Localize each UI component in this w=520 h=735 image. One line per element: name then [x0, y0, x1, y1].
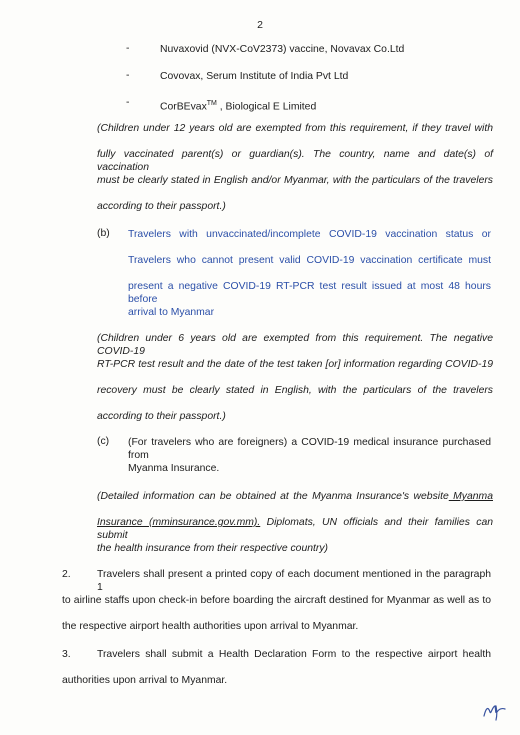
item-c-line: (For travelers who are foreigners) a COVID-19 medical insurance purchased from — [128, 437, 491, 461]
note-text: (Detailed information can be obtained at the Myanma Insurance's website — [97, 491, 449, 502]
paragraph-line: authorities upon arrival to Myanmar. — [62, 675, 228, 686]
list-bullet: - — [126, 97, 130, 108]
vaccine-item — [160, 97, 316, 113]
page-number: 2 — [257, 19, 263, 31]
paragraph-line: Travelers shall submit a Health Declaration Form to the respective airport health — [97, 649, 491, 660]
note-line: (Children under 6 years old are exempted from this requirement. The negative COVID-19 — [97, 333, 493, 357]
item-b-line: arrival to Myanmar — [128, 307, 215, 318]
item-label: (c) — [97, 436, 110, 447]
paragraph-number: 3. — [62, 649, 71, 660]
paragraph-line: the respective airport health authorities upon arrival to Myanmar. — [62, 621, 359, 632]
note-line: the health insurance from their respective country) — [97, 543, 329, 554]
signature-icon — [482, 700, 508, 722]
note-line — [97, 490, 493, 503]
trademark-mark: TM — [206, 100, 217, 107]
note-line: according to their passport.) — [97, 411, 226, 422]
insurance-link[interactable]: Insurance (mminsurance.gov.mm). — [97, 517, 261, 528]
item-b-line: present a negative COVID-19 RT-PCR test result issued at most 48 hours before — [128, 281, 491, 305]
list-bullet: - — [126, 70, 130, 81]
note-line: must be clearly stated in English and/or Myanmar, with the particulars of the travelers — [97, 175, 493, 186]
paragraph-line: to airline staffs upon check-in before boarding the aircraft destined for Myanmar as well as to — [62, 595, 491, 606]
insurance-link[interactable]: Myanma — [448, 491, 493, 502]
item-c-line: Myanma Insurance. — [128, 463, 220, 474]
paragraph-line: Travelers shall present a printed copy of each document mentioned in the paragraph 1 — [97, 569, 491, 593]
note-line: fully vaccinated parent(s) or guardian(s). The country, name and date(s) of vaccination — [97, 149, 493, 173]
list-bullet: - — [126, 43, 130, 54]
note-line: recovery must be clearly stated in English, with the particulars of the travelers — [97, 385, 493, 396]
item-b-line: Travelers who cannot present valid COVID-19 vaccination certificate must — [128, 255, 491, 266]
vaccine-name: CorBEvax — [160, 101, 207, 113]
item-b-line: Travelers with unvaccinated/incomplete COVID-19 vaccination status or — [128, 229, 491, 240]
vaccine-maker: , Biological E Limited — [216, 101, 317, 113]
note-line — [97, 516, 493, 542]
note-line: according to their passport.) — [97, 201, 226, 212]
vaccine-item: Nuvaxovid (NVX-CoV2373) vaccine, Novavax Co.Ltd — [160, 44, 405, 55]
item-label: (b) — [97, 228, 110, 239]
note-line: (Children under 12 years old are exempted from this requirement, if they travel with — [97, 123, 493, 134]
paragraph-number: 2. — [62, 569, 71, 580]
vaccine-item: Covovax, Serum Institute of India Pvt Ltd — [160, 71, 349, 82]
note-line: RT-PCR test result and the date of the test taken [or] information regarding COVID-19 — [97, 359, 493, 370]
note-text: Diplomats, UN officials and their families can submit — [97, 517, 493, 541]
